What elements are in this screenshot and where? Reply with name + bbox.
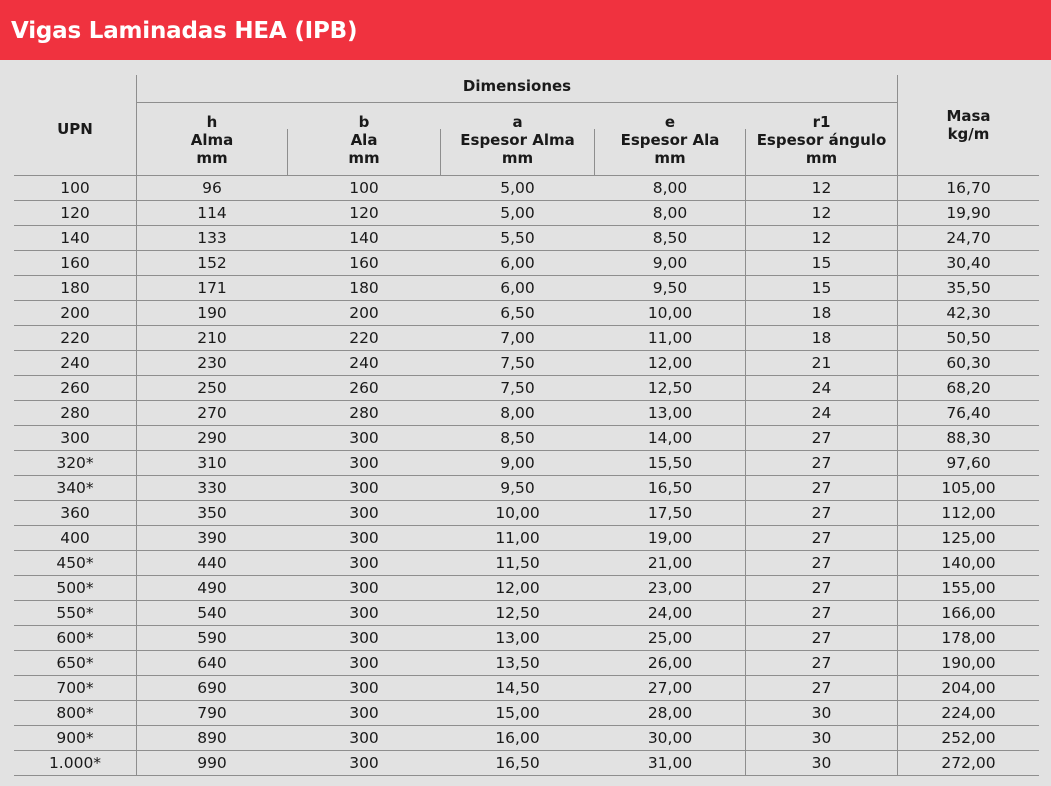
header-divider-b-a bbox=[440, 129, 441, 175]
cell-a: 11,50 bbox=[495, 554, 540, 572]
table-row bbox=[14, 726, 1039, 751]
cell-a: 6,00 bbox=[500, 254, 535, 272]
cell-a: 11,00 bbox=[495, 529, 540, 547]
cell-masa: 30,40 bbox=[946, 254, 991, 272]
cell-upn: 240 bbox=[60, 354, 90, 372]
cell-e: 14,00 bbox=[647, 429, 693, 447]
cell-a: 5,00 bbox=[500, 179, 535, 197]
cell-e: 12,00 bbox=[647, 354, 693, 372]
header-e bbox=[595, 113, 745, 167]
cell-upn: 260 bbox=[60, 379, 90, 397]
cell-masa: 252,00 bbox=[941, 729, 996, 747]
cell-upn: 280 bbox=[60, 404, 90, 422]
cell-r1: 30 bbox=[811, 704, 832, 722]
cell-b: 300 bbox=[349, 579, 379, 597]
cell-masa: 190,00 bbox=[941, 654, 996, 672]
cell-h: 96 bbox=[202, 179, 222, 197]
header-a-unit: mm bbox=[501, 149, 534, 167]
cell-e: 25,00 bbox=[647, 629, 693, 647]
table-row bbox=[14, 501, 1039, 526]
table-row bbox=[14, 226, 1039, 251]
header-divider-upn bbox=[136, 75, 137, 175]
cell-r1: 15 bbox=[811, 279, 832, 297]
cell-r1: 27 bbox=[811, 654, 832, 672]
table-row bbox=[14, 676, 1039, 701]
header-e-name: Espesor Ala bbox=[620, 131, 720, 149]
cell-a: 5,00 bbox=[500, 204, 535, 222]
header-h bbox=[137, 113, 287, 167]
cell-h: 330 bbox=[197, 479, 227, 497]
cell-h: 990 bbox=[197, 754, 227, 772]
cell-masa: 76,40 bbox=[946, 404, 991, 422]
cell-upn: 100 bbox=[60, 179, 90, 197]
table-row bbox=[14, 551, 1039, 576]
table-row bbox=[14, 326, 1039, 351]
cell-b: 300 bbox=[349, 604, 379, 622]
cell-masa: 97,60 bbox=[946, 454, 991, 472]
cell-h: 640 bbox=[197, 654, 227, 672]
header-e-unit: mm bbox=[654, 149, 686, 167]
cell-h: 590 bbox=[197, 629, 227, 647]
header-upn-label: UPN bbox=[57, 120, 93, 138]
header-a-name: Espesor Alma bbox=[460, 131, 575, 149]
cell-b: 180 bbox=[349, 279, 379, 297]
cell-masa: 125,00 bbox=[941, 529, 996, 547]
cell-r1: 27 bbox=[811, 679, 832, 697]
cell-b: 300 bbox=[349, 504, 379, 522]
header-divider-e-r1 bbox=[745, 129, 746, 175]
cell-masa: 178,00 bbox=[941, 629, 996, 647]
cell-upn: 220 bbox=[60, 329, 90, 347]
cell-h: 890 bbox=[197, 729, 227, 747]
cell-h: 350 bbox=[197, 504, 227, 522]
table-row bbox=[14, 426, 1039, 451]
title-bar bbox=[0, 0, 1051, 60]
header-a bbox=[441, 113, 594, 167]
cell-r1: 27 bbox=[811, 429, 832, 447]
cell-h: 290 bbox=[197, 429, 227, 447]
cell-h: 540 bbox=[197, 604, 227, 622]
cell-a: 7,00 bbox=[500, 329, 535, 347]
header-e-symbol: e bbox=[664, 113, 676, 131]
cell-e: 28,00 bbox=[647, 704, 693, 722]
cell-r1: 27 bbox=[811, 529, 832, 547]
cell-e: 11,00 bbox=[647, 329, 693, 347]
cell-upn: 500* bbox=[56, 579, 94, 597]
table-row bbox=[14, 526, 1039, 551]
cell-upn: 200 bbox=[60, 304, 90, 322]
cell-h: 171 bbox=[197, 279, 227, 297]
cell-b: 140 bbox=[349, 229, 379, 247]
cell-upn: 140 bbox=[60, 229, 90, 247]
cell-masa: 24,70 bbox=[946, 229, 991, 247]
table-row bbox=[14, 251, 1039, 276]
cell-h: 250 bbox=[197, 379, 227, 397]
table-row bbox=[14, 476, 1039, 501]
cell-a: 13,50 bbox=[495, 654, 540, 672]
cell-e: 8,50 bbox=[652, 229, 688, 247]
cell-a: 12,50 bbox=[495, 604, 540, 622]
table-row bbox=[14, 376, 1039, 401]
header-masa bbox=[898, 107, 1039, 143]
cell-upn: 300 bbox=[60, 429, 90, 447]
cell-b: 160 bbox=[349, 254, 379, 272]
cell-e: 17,50 bbox=[647, 504, 693, 522]
header-upn bbox=[14, 120, 136, 138]
cell-h: 690 bbox=[197, 679, 227, 697]
cell-e: 19,00 bbox=[647, 529, 693, 547]
cell-h: 133 bbox=[197, 229, 227, 247]
cell-e: 13,00 bbox=[647, 404, 693, 422]
table-row bbox=[14, 401, 1039, 426]
cell-masa: 112,00 bbox=[941, 504, 996, 522]
table-row bbox=[14, 626, 1039, 651]
cell-masa: 224,00 bbox=[941, 704, 996, 722]
cell-b: 300 bbox=[349, 729, 379, 747]
table-row bbox=[14, 751, 1039, 776]
cell-masa: 50,50 bbox=[946, 329, 991, 347]
cell-upn: 340* bbox=[56, 479, 94, 497]
header-r1-symbol: r1 bbox=[812, 113, 831, 131]
cell-masa: 140,00 bbox=[941, 554, 996, 572]
header-b-unit: mm bbox=[348, 149, 380, 167]
header-b bbox=[288, 113, 440, 167]
cell-a: 9,50 bbox=[500, 479, 535, 497]
cell-b: 300 bbox=[349, 754, 379, 772]
cell-r1: 18 bbox=[811, 329, 832, 347]
header-masa-unit: kg/m bbox=[947, 125, 990, 143]
cell-masa: 68,20 bbox=[946, 379, 991, 397]
cell-e: 9,00 bbox=[652, 254, 688, 272]
cell-h: 490 bbox=[197, 579, 227, 597]
cell-e: 30,00 bbox=[647, 729, 693, 747]
cell-upn: 900* bbox=[56, 729, 94, 747]
cell-e: 15,50 bbox=[647, 454, 693, 472]
cell-e: 21,00 bbox=[647, 554, 693, 572]
cell-e: 9,50 bbox=[652, 279, 688, 297]
cell-a: 15,00 bbox=[495, 704, 540, 722]
cell-r1: 30 bbox=[811, 754, 832, 772]
cell-upn: 650* bbox=[56, 654, 94, 672]
table-row bbox=[14, 351, 1039, 376]
cell-b: 300 bbox=[349, 679, 379, 697]
header-b-symbol: b bbox=[358, 113, 370, 131]
cell-masa: 60,30 bbox=[946, 354, 991, 372]
header-masa-name: Masa bbox=[946, 107, 991, 125]
cell-masa: 204,00 bbox=[941, 679, 996, 697]
cell-h: 230 bbox=[197, 354, 227, 372]
cell-e: 24,00 bbox=[647, 604, 693, 622]
cell-masa: 166,00 bbox=[941, 604, 996, 622]
cell-r1: 18 bbox=[811, 304, 832, 322]
cell-a: 9,00 bbox=[500, 454, 535, 472]
cell-e: 23,00 bbox=[647, 579, 693, 597]
cell-upn: 360 bbox=[60, 504, 90, 522]
cell-b: 300 bbox=[349, 704, 379, 722]
cell-r1: 15 bbox=[811, 254, 832, 272]
cell-upn: 800* bbox=[56, 704, 94, 722]
header-divider-masa bbox=[897, 75, 898, 175]
cell-h: 152 bbox=[197, 254, 227, 272]
cell-upn: 320* bbox=[56, 454, 94, 472]
header-r1-name: Espesor ángulo bbox=[756, 131, 887, 149]
cell-r1: 27 bbox=[811, 604, 832, 622]
cell-b: 120 bbox=[349, 204, 379, 222]
cell-h: 390 bbox=[197, 529, 227, 547]
cell-a: 7,50 bbox=[500, 379, 535, 397]
cell-a: 8,50 bbox=[500, 429, 535, 447]
cell-e: 12,50 bbox=[647, 379, 693, 397]
table-row bbox=[14, 701, 1039, 726]
cell-upn: 450* bbox=[56, 554, 94, 572]
cell-h: 114 bbox=[197, 204, 227, 222]
cell-r1: 27 bbox=[811, 554, 832, 572]
header-b-name: Ala bbox=[350, 131, 378, 149]
cell-r1: 27 bbox=[811, 479, 832, 497]
cell-e: 27,00 bbox=[647, 679, 693, 697]
cell-b: 300 bbox=[349, 429, 379, 447]
cell-h: 210 bbox=[197, 329, 227, 347]
cell-b: 260 bbox=[349, 379, 379, 397]
cell-r1: 24 bbox=[811, 379, 832, 397]
cell-masa: 272,00 bbox=[941, 754, 996, 772]
cell-masa: 19,90 bbox=[946, 204, 991, 222]
cell-upn: 120 bbox=[60, 204, 90, 222]
cell-a: 16,00 bbox=[495, 729, 540, 747]
cell-upn: 1.000* bbox=[48, 754, 102, 772]
cell-b: 280 bbox=[349, 404, 379, 422]
header-divider-h-b bbox=[287, 129, 288, 175]
cell-r1: 24 bbox=[811, 404, 832, 422]
cell-r1: 27 bbox=[811, 504, 832, 522]
cell-b: 300 bbox=[349, 554, 379, 572]
cell-a: 6,50 bbox=[500, 304, 535, 322]
hea-table bbox=[0, 60, 1051, 786]
cell-a: 7,50 bbox=[500, 354, 535, 372]
cell-b: 100 bbox=[349, 179, 379, 197]
table-row bbox=[14, 576, 1039, 601]
cell-e: 16,50 bbox=[647, 479, 693, 497]
cell-b: 240 bbox=[349, 354, 379, 372]
cell-masa: 88,30 bbox=[946, 429, 991, 447]
header-divider-a-e bbox=[594, 129, 595, 175]
cell-b: 300 bbox=[349, 479, 379, 497]
header-dimensiones-label: Dimensiones bbox=[462, 77, 572, 95]
cell-masa: 155,00 bbox=[941, 579, 996, 597]
cell-masa: 35,50 bbox=[946, 279, 991, 297]
cell-e: 10,00 bbox=[647, 304, 693, 322]
cell-b: 300 bbox=[349, 454, 379, 472]
header-r1 bbox=[746, 113, 897, 167]
cell-e: 26,00 bbox=[647, 654, 693, 672]
dimensiones-underline bbox=[137, 102, 897, 103]
cell-masa: 16,70 bbox=[946, 179, 991, 197]
cell-r1: 27 bbox=[811, 454, 832, 472]
cell-a: 12,00 bbox=[495, 579, 540, 597]
cell-h: 190 bbox=[197, 304, 227, 322]
cell-a: 10,00 bbox=[495, 504, 540, 522]
cell-h: 440 bbox=[197, 554, 227, 572]
cell-b: 200 bbox=[349, 304, 379, 322]
table-row bbox=[14, 201, 1039, 226]
cell-r1: 12 bbox=[811, 179, 832, 197]
cell-b: 220 bbox=[349, 329, 379, 347]
cell-b: 300 bbox=[349, 529, 379, 547]
header-r1-unit: mm bbox=[805, 149, 838, 167]
cell-a: 5,50 bbox=[500, 229, 535, 247]
cell-e: 8,00 bbox=[652, 204, 688, 222]
cell-masa: 42,30 bbox=[946, 304, 991, 322]
cell-a: 8,00 bbox=[500, 404, 535, 422]
table-row bbox=[14, 276, 1039, 301]
header-a-symbol: a bbox=[512, 113, 523, 131]
table-row bbox=[14, 301, 1039, 326]
cell-a: 13,00 bbox=[495, 629, 540, 647]
cell-r1: 12 bbox=[811, 204, 832, 222]
table-row bbox=[14, 601, 1039, 626]
header-dimensiones bbox=[137, 77, 897, 95]
cell-upn: 550* bbox=[56, 604, 94, 622]
cell-r1: 12 bbox=[811, 229, 832, 247]
cell-upn: 180 bbox=[60, 279, 90, 297]
cell-masa: 105,00 bbox=[941, 479, 996, 497]
cell-a: 16,50 bbox=[495, 754, 540, 772]
cell-b: 300 bbox=[349, 629, 379, 647]
cell-a: 6,00 bbox=[500, 279, 535, 297]
cell-h: 790 bbox=[197, 704, 227, 722]
table-row bbox=[14, 176, 1039, 201]
cell-upn: 600* bbox=[56, 629, 94, 647]
table-row bbox=[14, 651, 1039, 676]
header-h-unit: mm bbox=[196, 149, 228, 167]
header-h-symbol: h bbox=[206, 113, 218, 131]
cell-h: 310 bbox=[197, 454, 227, 472]
cell-a: 14,50 bbox=[495, 679, 540, 697]
cell-r1: 30 bbox=[811, 729, 832, 747]
cell-e: 8,00 bbox=[652, 179, 688, 197]
cell-h: 270 bbox=[197, 404, 227, 422]
cell-r1: 21 bbox=[811, 354, 832, 372]
cell-b: 300 bbox=[349, 654, 379, 672]
cell-upn: 400 bbox=[60, 529, 90, 547]
cell-upn: 160 bbox=[60, 254, 90, 272]
cell-r1: 27 bbox=[811, 579, 832, 597]
cell-r1: 27 bbox=[811, 629, 832, 647]
cell-upn: 700* bbox=[56, 679, 94, 697]
table-row bbox=[14, 451, 1039, 476]
header-h-name: Alma bbox=[190, 131, 234, 149]
cell-e: 31,00 bbox=[647, 754, 693, 772]
page-title: Vigas Laminadas HEA (IPB) bbox=[11, 18, 358, 44]
